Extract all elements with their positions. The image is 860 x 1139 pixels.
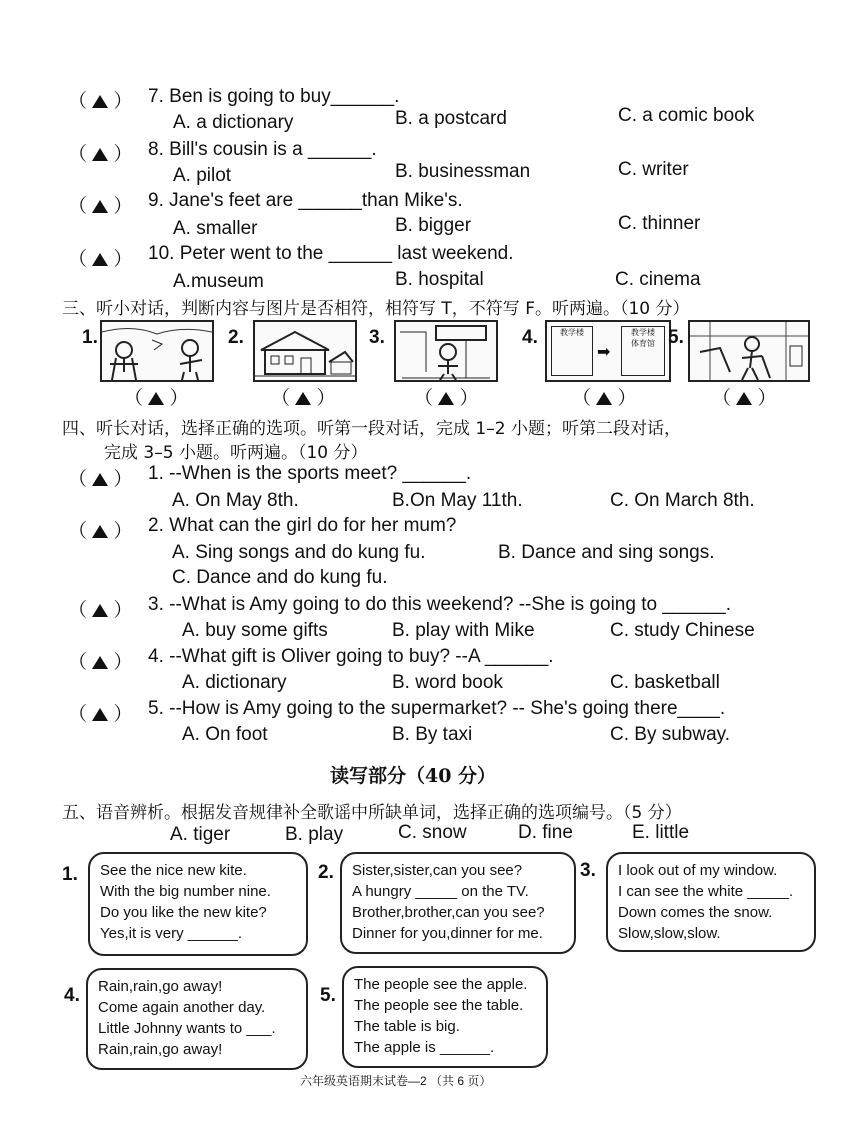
question-stem: --What is Amy going to do this weekend? --She is going to ______. — [169, 594, 732, 615]
triangle-icon — [92, 525, 108, 538]
rhyme-box-4 — [86, 968, 308, 1070]
question-stem: --What gift is Oliver going to buy? --A ______. — [169, 646, 554, 667]
option-a: A. On foot — [182, 724, 268, 745]
sign-left — [551, 326, 593, 376]
rhyme-line: I can see the white _____. — [618, 883, 794, 900]
answer-paren: （ ） — [271, 388, 336, 409]
option-b: B. Dance and sing songs. — [498, 542, 715, 563]
sign-label: 教学楼 — [631, 328, 655, 337]
picture-number: 3. — [369, 327, 385, 348]
choice-d: D. fine — [518, 822, 573, 843]
section-4-title-line2: 完成 3–5 小题。听两遍。（10 分） — [104, 443, 368, 463]
option-b: B. By taxi — [392, 724, 473, 745]
rhyme-line: The apple is ______. — [354, 1039, 495, 1056]
choice-a: A. tiger — [170, 824, 231, 845]
triangle-icon — [92, 708, 108, 721]
rhyme-line: Brother,brother,can you see? — [352, 904, 545, 921]
rhyme-line: The people see the apple. — [354, 976, 528, 993]
question-stem: Jane's feet are ______than Mike's. — [169, 190, 463, 211]
answer-paren: （ ） — [124, 388, 189, 409]
answer-paren: （ ） — [68, 144, 133, 165]
sign-right — [621, 326, 665, 376]
option-c: C. thinner — [618, 213, 701, 234]
rhyme-number: 5. — [320, 985, 336, 1006]
question-number: 5. — [148, 698, 164, 719]
triangle-icon — [438, 392, 454, 405]
question-number: 10. — [148, 243, 175, 264]
answer-paren: （ ） — [68, 704, 133, 725]
option-c: C. cinema — [615, 269, 701, 290]
triangle-icon — [596, 392, 612, 405]
question-stem: --When is the sports meet? ______. — [169, 463, 472, 484]
answer-paren: （ ） — [68, 469, 133, 490]
triangle-icon — [92, 95, 108, 108]
option-c: C. On March 8th. — [610, 490, 755, 511]
footer-title: 六年级英语期末试卷—2 — [300, 1074, 427, 1088]
house-picture — [253, 320, 357, 382]
question-stem: --How is Amy going to the supermarket? -- She's going there____. — [169, 698, 726, 719]
rhyme-number: 2. — [318, 862, 334, 883]
answer-paren: （ ） — [414, 388, 479, 409]
rhyme-line: Dinner for you,dinner for me. — [352, 925, 543, 942]
answer-paren: （ ） — [68, 196, 133, 217]
rhyme-number: 3. — [580, 860, 596, 881]
picture-number: 1. — [82, 327, 98, 348]
rhyme-line: The table is big. — [354, 1018, 460, 1035]
sign-arrow-picture — [545, 320, 671, 382]
rhyme-line: Down comes the snow. — [618, 904, 773, 921]
rhyme-number: 4. — [64, 985, 80, 1006]
triangle-icon — [92, 604, 108, 617]
question-stem: What can the girl do for her mum? — [169, 515, 457, 536]
picture-number: 5. — [668, 327, 684, 348]
rhyme-line: Do you like the new kite? — [100, 904, 267, 921]
picture-number: 2. — [228, 327, 244, 348]
option-b: B. hospital — [395, 269, 484, 290]
answer-paren: （ ） — [68, 600, 133, 621]
question-stem: Ben is going to buy______. — [169, 86, 400, 107]
rhyme-line: The people see the table. — [354, 997, 524, 1014]
option-b: B.On May 11th. — [392, 490, 523, 511]
street-shop-picture — [394, 320, 498, 382]
option-b: B. word book — [392, 672, 503, 693]
rhyme-box-3 — [606, 852, 816, 952]
option-c: C. writer — [618, 159, 689, 180]
rhyme-line: See the nice new kite. — [100, 862, 247, 879]
triangle-icon — [736, 392, 752, 405]
option-a: A. dictionary — [182, 672, 287, 693]
children-talking-picture — [100, 320, 214, 382]
triangle-icon — [92, 253, 108, 266]
option-b: B. businessman — [395, 161, 531, 182]
option-a: A. a dictionary — [173, 112, 294, 133]
option-a: A. buy some gifts — [182, 620, 328, 641]
option-a: A. Sing songs and do kung fu. — [172, 542, 426, 563]
rhyme-line: Rain,rain,go away! — [98, 1041, 223, 1058]
option-c: C. basketball — [610, 672, 720, 693]
rhyme-number: 1. — [62, 864, 78, 885]
question-number: 1. — [148, 463, 164, 484]
triangle-icon — [295, 392, 311, 405]
question-number: 8. — [148, 139, 164, 160]
rhyme-line: Come again another day. — [98, 999, 266, 1016]
triangle-icon — [92, 200, 108, 213]
section-4-title: 四、听长对话，选择正确的选项。听第一段对话，完成 1–2 小题；听第二段对话， — [62, 419, 681, 439]
rhyme-line: Yes,it is very ______. — [100, 925, 243, 942]
page-footer — [300, 1072, 491, 1089]
answer-paren: （ ） — [712, 388, 777, 409]
sign-label: 教学楼 — [560, 328, 584, 337]
reading-section-heading: 读写部分（40 分） — [330, 765, 497, 787]
question-number: 7. — [148, 86, 164, 107]
answer-paren: （ ） — [68, 521, 133, 542]
rhyme-line: Rain,rain,go away! — [98, 978, 223, 995]
answer-paren: （ ） — [68, 91, 133, 112]
question-number: 3. — [148, 594, 164, 615]
option-b: B. a postcard — [395, 108, 507, 129]
rhyme-box-2 — [340, 852, 576, 954]
triangle-icon — [92, 148, 108, 161]
option-b: B. bigger — [395, 215, 472, 236]
choice-b: B. play — [285, 824, 344, 845]
question-number: 2. — [148, 515, 164, 536]
choice-e: E. little — [632, 822, 690, 843]
option-c: C. By subway. — [610, 724, 731, 745]
rhyme-line: With the big number nine. — [100, 883, 271, 900]
option-b: B. play with Mike — [392, 620, 535, 641]
option-c: C. study Chinese — [610, 620, 755, 641]
triangle-icon — [148, 392, 164, 405]
option-a: A.museum — [173, 271, 264, 292]
picture-number: 4. — [522, 327, 538, 348]
rhyme-line: I look out of my window. — [618, 862, 778, 879]
answer-paren: （ ） — [572, 388, 637, 409]
sign-label: 体育馆 — [631, 339, 655, 348]
rhyme-line: Little Johnny wants to ___. — [98, 1020, 276, 1037]
question-stem: Bill's cousin is a ______. — [169, 139, 377, 160]
section-3-title: 三、听小对话，判断内容与图片是否相符，相符写 T，不符写 F。听两遍。（10 分） — [62, 299, 690, 319]
triangle-icon — [92, 656, 108, 669]
option-a: A. On May 8th. — [172, 490, 299, 511]
section-5-title: 五、语音辨析。根据发音规律补全歌谣中所缺单词，选择正确的选项编号。（5 分） — [62, 803, 682, 823]
option-a: A. pilot — [173, 165, 232, 186]
answer-paren: （ ） — [68, 249, 133, 270]
question-number: 4. — [148, 646, 164, 667]
question-stem: Peter went to the ______ last weekend. — [179, 243, 514, 264]
option-c: C. Dance and do kung fu. — [172, 567, 388, 588]
triangle-icon — [92, 473, 108, 486]
rhyme-box-5 — [342, 966, 548, 1068]
question-number: 9. — [148, 190, 164, 211]
answer-paren: （ ） — [68, 652, 133, 673]
option-a: A. smaller — [173, 218, 258, 239]
rhyme-line: A hungry _____ on the TV. — [352, 883, 529, 900]
rhyme-line: Sister,sister,can you see? — [352, 862, 523, 879]
arrow-right-icon: ➡ — [597, 344, 611, 361]
cleaning-picture — [688, 320, 810, 382]
choice-c: C. snow — [398, 822, 467, 843]
footer-page-count: （共 6 页） — [430, 1074, 492, 1088]
rhyme-box-1 — [88, 852, 308, 956]
option-c: C. a comic book — [618, 105, 755, 126]
rhyme-line: Slow,slow,slow. — [618, 925, 721, 942]
